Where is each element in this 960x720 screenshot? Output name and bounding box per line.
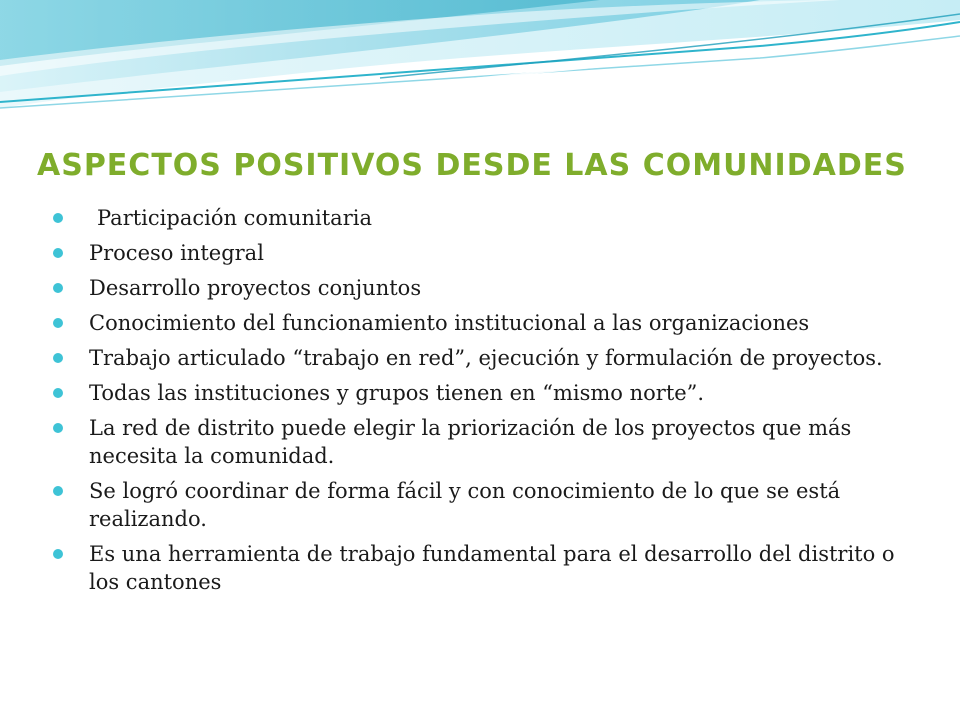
header-wave-decoration xyxy=(0,0,960,130)
bullet-dot-icon xyxy=(53,213,63,223)
bullet-dot-icon xyxy=(53,423,63,433)
slide-title: ASPECTOS POSITIVOS DESDE LAS COMUNIDADES xyxy=(37,148,907,183)
bullet-text: Es una herramienta de trabajo fundamental para el desarrollo del distrito o los cantones xyxy=(89,542,895,594)
bullet-dot-icon xyxy=(53,283,63,293)
bullet-item xyxy=(0,477,960,533)
bullet-dot-icon xyxy=(53,486,63,496)
bullet-item xyxy=(0,239,960,267)
bullet-list xyxy=(0,204,960,603)
bullet-item xyxy=(0,344,960,372)
bullet-text: Trabajo articulado “trabajo en red”, ejecución y formulación de proyectos. xyxy=(89,346,883,370)
bullet-dot-icon xyxy=(53,353,63,363)
bullet-text: La red de distrito puede elegir la priorización de los proyectos que más necesita la comunidad. xyxy=(89,416,852,468)
bullet-item xyxy=(0,274,960,302)
bullet-text: Conocimiento del funcionamiento institucional a las organizaciones xyxy=(89,311,810,335)
bullet-text: Todas las instituciones y grupos tienen en “mismo norte”. xyxy=(89,381,705,405)
bullet-text: Se logró coordinar de forma fácil y con conocimiento de lo que se está realizando. xyxy=(89,479,841,531)
bullet-dot-icon xyxy=(53,388,63,398)
bullet-item xyxy=(0,540,960,596)
bullet-dot-icon xyxy=(53,549,63,559)
bullet-text: Desarrollo proyectos conjuntos xyxy=(89,276,422,300)
bullet-text: Participación comunitaria xyxy=(97,206,372,230)
bullet-dot-icon xyxy=(53,318,63,328)
bullet-item xyxy=(0,309,960,337)
bullet-item xyxy=(0,204,960,232)
bullet-text: Proceso integral xyxy=(89,241,264,265)
bullet-dot-icon xyxy=(53,248,63,258)
bullet-item xyxy=(0,379,960,407)
bullet-item xyxy=(0,414,960,470)
